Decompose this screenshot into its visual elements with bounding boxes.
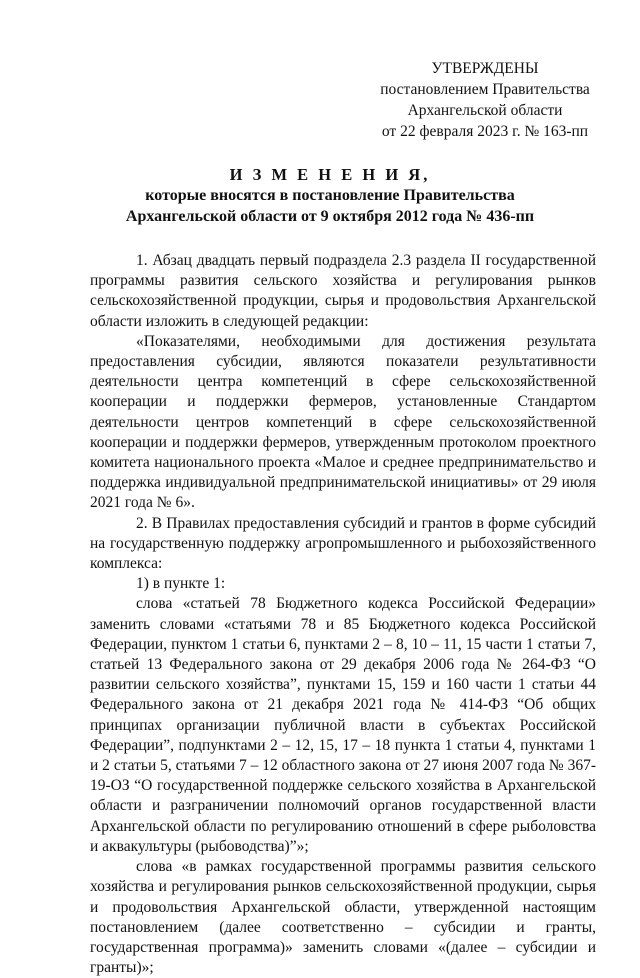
title-subtitle-1: которые вносятся в постановление Правительства [145,187,515,204]
paragraph: «Показателями, необходимыми для достижения результата предоставления субсидии, являются показатели результативности деятельности центра компетенций в сфере сельскохозяйственной кооперации и поддержки фермеров, установленные Стандартом деятельности центров компетенций в сфере сельскохозяйственной кооперации и поддержки фермеров, утвержденным протоколом проектного комитета национального проекта «Малое и среднее предпринимательство и поддержка индивидуальной предпринимательской инициативы» от 29 июля 2021 года № 6». [90,332,596,512]
approval-line-3: от 22 февраля 2023 г. № 163-пп [381,123,589,140]
title-subtitle-2: Архангельской области от 9 октября 2012 года № 436-пп [125,208,535,225]
approval-block [360,58,610,142]
approval-line-2: Архангельской области [407,102,563,119]
paragraph: слова «в рамках государственной программы развития сельского хозяйства и регулирования рынков сельскохозяйственной продукции, сырья и продовольствия Архангельской области, утвержденной настоящим постановлением (далее соответственно – субсидии и гранты, государственная программа)» заменить словами «(далее – субсидии и гранты)»; [90,858,596,977]
paragraph: 2. В Правилах предоставления субсидий и грантов в форме субсидий на государственную поддержку агропромышленного и рыбохозяйственного комплекса: [90,514,596,573]
title-main: И З М Е Н Е Н И Я, [229,165,431,184]
paragraph: 1. Абзац двадцать первый подраздела 2.3 раздела II государственной программы развития сельского хозяйства и регулирования рынков сельскохозяйственной продукции, сырья и продовольствия Архангельской области изложить в следующей редакции: [90,252,596,330]
document-body [90,251,596,978]
paragraph: слова «статьей 78 Бюджетного кодекса Российской Федерации» заменить словами «статьями 78 и 85 Бюджетного кодекса Российской Федерации, пунктом 1 статьи 6, пунктами 2 – 8, 10 – 11, 15 части 1 статьи 7, статьей 13 Федерального закона от 29 декабря 2006 года № 264-ФЗ “О развитии сельского хозяйства”, пунктами 15, 159 и 160 части 1 статьи 44 Федерального закона от 21 декабря 2021 года № 414-ФЗ “Об общих принципах организации публичной власти в субъектах Российской Федерации”, подпунктами 2 – 12, 15, 17 – 18 пункта 1 статьи 4, пунктами 1 и 2 статьи 5, статьями 7 – 12 областного закона от 27 июня 2007 года № 367-19-ОЗ “О государственной поддержке сельского хозяйства в Архангельской области и разграничении полномочий органов государственной власти Архангельской области по регулированию отношений в сфере рыболовства и аквакультуры (рыбоводства)”»; [90,595,596,855]
approval-line-1: постановлением Правительства [380,81,590,98]
paragraph: 1) в пункте 1: [136,575,226,593]
document-title [60,164,600,227]
approval-heading: УТВЕРЖДЕНЫ [431,60,539,77]
